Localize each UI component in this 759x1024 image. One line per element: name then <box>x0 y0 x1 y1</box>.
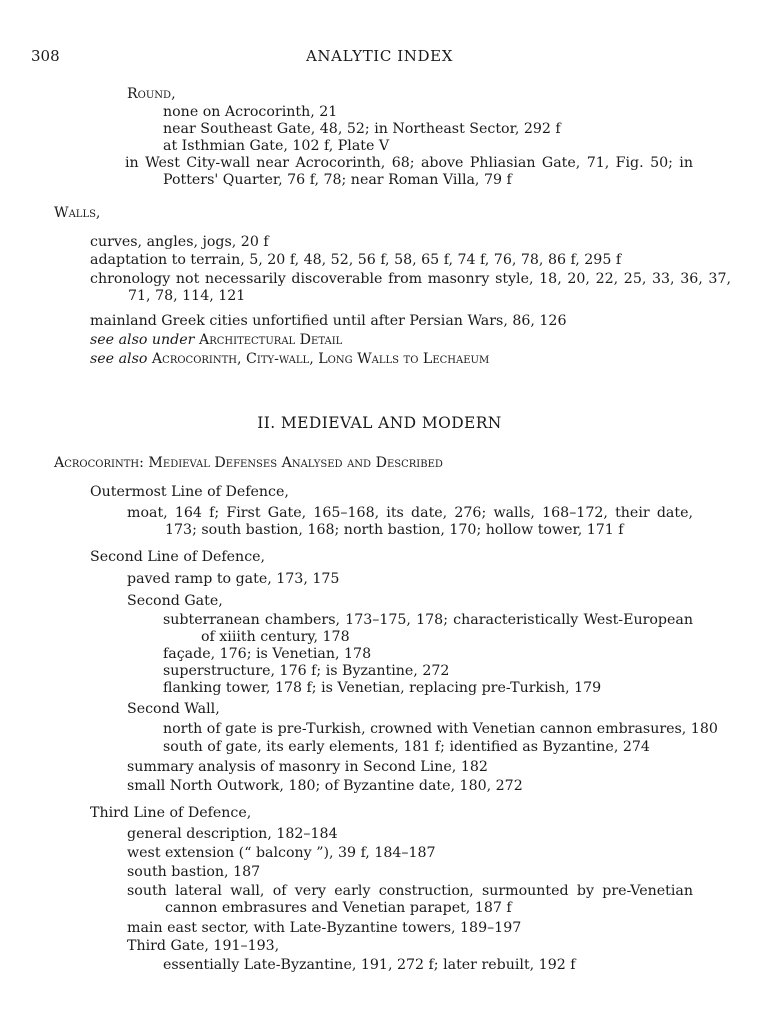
section-title: II. MEDIEVAL AND MODERN <box>257 414 502 432</box>
index-entry: mainland Greek cities unfortified until after Persian Wars, 86, 126 <box>90 313 567 329</box>
index-entry: small North Outwork, 180; of Byzantine date, 180, 272 <box>127 778 523 794</box>
index-entry: at Isthmian Gate, 102 f, Plate V <box>163 138 390 154</box>
index-entry: none on Acrocorinth, 21 <box>163 104 338 120</box>
index-heading-round: Round, <box>127 86 176 102</box>
index-entry: near Southeast Gate, 48, 52; in Northeast Sector, 292 f <box>163 121 561 137</box>
index-entry: adaptation to terrain, 5, 20 f, 48, 52, 56 f, 58, 65 f, 74 f, 76, 78, 86 f, 295 f <box>90 252 622 268</box>
index-subheading: Third Gate, 191–193, <box>127 938 280 954</box>
index-entry: in West City-wall near Acrocorinth, 68; above Phliasian Gate, 71, Fig. 50; in Potters' Quarter, 76 f, 78; near Roman Villa, 79 f <box>125 155 693 188</box>
index-entry: chronology not necessarily discoverable from masonry style, 18, 20, 22, 25, 33, 36, 37, 71, 78, 114, 121 <box>90 271 731 304</box>
index-entry: north of gate is pre-Turkish, crowned with Venetian cannon embrasures, 180 <box>163 721 718 737</box>
index-entry: moat, 164 f; First Gate, 165–168, its date, 276; walls, 168–172, their date, 173; south bastion, 168; north bastion, 170; hollow tower, 171 f <box>127 505 693 538</box>
index-entry: subterranean chambers, 173–175, 178; characteristically West-European of xiiith century, 178 <box>163 612 693 645</box>
index-entry: superstructure, 176 f; is Byzantine, 272 <box>163 663 450 679</box>
cross-reference-prefix: see also under <box>90 332 195 348</box>
index-subheading: Outermost Line of Defence, <box>90 484 289 500</box>
index-cross-reference <box>90 332 342 349</box>
index-heading-acrocorinth: Acrocorinth: Medieval Defenses Analysed and Described <box>54 455 443 471</box>
index-entry: essentially Late-Byzantine, 191, 272 f; later rebuilt, 192 f <box>163 957 576 973</box>
index-subheading: Second Wall, <box>127 701 220 717</box>
cross-reference-target: Acrocorinth, City-wall, Long Walls to Lechaeum <box>151 351 490 367</box>
index-subheading: Second Gate, <box>127 593 223 609</box>
cross-reference-prefix: see also <box>90 351 148 367</box>
index-subheading: Second Line of Defence, <box>90 549 266 565</box>
index-entry: flanking tower, 178 f; is Venetian, replacing pre-Turkish, 179 <box>163 680 602 696</box>
running-title: ANALYTIC INDEX <box>306 47 453 65</box>
index-heading-walls: Walls, <box>54 205 101 221</box>
page-number: 308 <box>31 47 60 65</box>
index-entry: south bastion, 187 <box>127 864 261 880</box>
index-entry: south lateral wall, of very early construction, surmounted by pre-Venetian cannon embrasures and Venetian parapet, 187 f <box>127 883 693 916</box>
index-entry: west extension (“ balcony ”), 39 f, 184–187 <box>127 845 436 861</box>
index-entry: south of gate, its early elements, 181 f; identified as Byzantine, 274 <box>163 739 650 755</box>
index-entry: curves, angles, jogs, 20 f <box>90 234 269 250</box>
index-entry: general description, 182–184 <box>127 826 338 842</box>
cross-reference-target: Architectural Detail <box>198 332 343 348</box>
index-entry: main east sector, with Late-Byzantine towers, 189–197 <box>127 920 522 936</box>
index-entry: façade, 176; is Venetian, 178 <box>163 646 372 662</box>
index-cross-reference <box>90 351 489 368</box>
index-subheading: Third Line of Defence, <box>90 805 252 821</box>
page-header <box>0 48 759 68</box>
index-entry: paved ramp to gate, 173, 175 <box>127 571 340 587</box>
index-entry: summary analysis of masonry in Second Line, 182 <box>127 759 488 775</box>
